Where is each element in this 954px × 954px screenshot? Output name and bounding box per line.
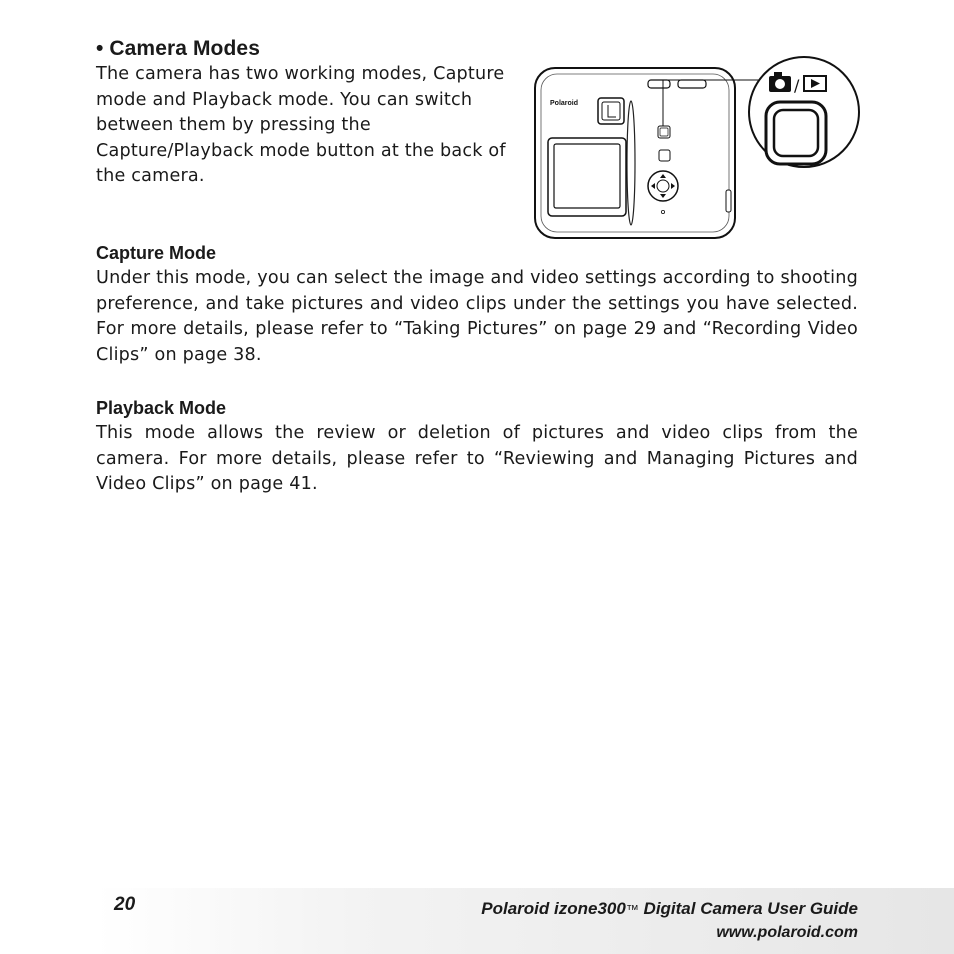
mode-button-enlarged (766, 102, 826, 164)
playback-mode-paragraph: This mode allows the review or deletion of pictures and video clips from the camera. For more details, please refer to “Reviewing and Managing Pictures and Video Clips” on page 41. (96, 423, 858, 494)
capture-mode-paragraph: Under this mode, you can select the image and video settings according to shooting preference, and take pictures and video clips under the settings you have selected. For more details, please refer to “Taking Pictures” on page 29 and “Recording Video Clips” on page 38. (96, 268, 858, 365)
navigation-dpad (648, 171, 678, 201)
section-heading: • Camera Modes (96, 37, 260, 60)
footer-url[interactable]: www.polaroid.com (716, 924, 858, 941)
menu-button-small (659, 150, 670, 161)
footer-bar (96, 888, 954, 954)
trademark-symbol: ™ (625, 902, 639, 917)
mode-separator: / (794, 76, 800, 95)
mode-button-small (658, 126, 670, 138)
camera-back-illustration (530, 50, 870, 245)
lcd-screen (548, 138, 626, 216)
footer-title-product: Polaroid izone300 (481, 899, 626, 918)
footer-title-guide: Digital Camera User Guide (638, 899, 858, 918)
polaroid-logo: Polaroid (550, 100, 579, 107)
footer-title (481, 899, 858, 919)
playback-icon (804, 76, 826, 91)
playback-mode-heading: Playback Mode (96, 398, 227, 418)
page-number: 20 (114, 894, 136, 915)
intro-paragraph: The camera has two working modes, Capture mode and Playback mode. You can switch between them by pressing the Capture/Playback mode button at the back of the camera. (96, 64, 506, 186)
side-connector (726, 190, 731, 212)
viewfinder (598, 98, 624, 124)
capture-mode-heading: Capture Mode (96, 243, 217, 263)
